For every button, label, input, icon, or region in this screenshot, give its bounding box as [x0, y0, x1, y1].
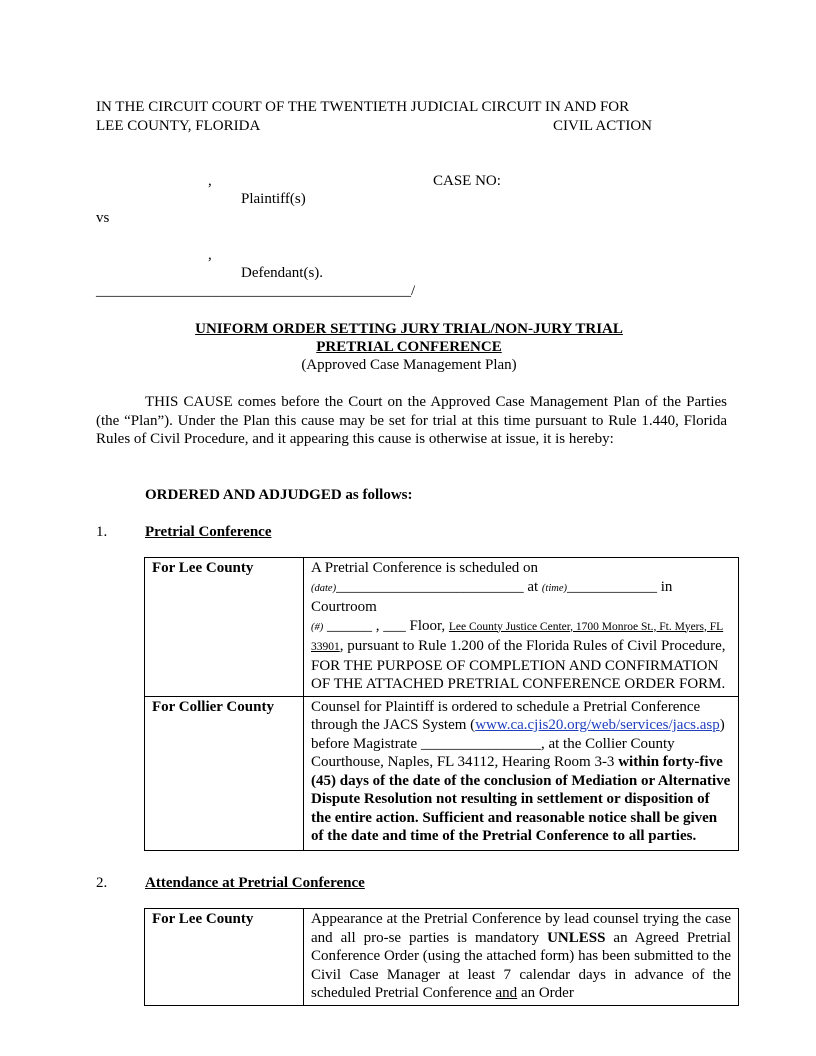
and-text: and [495, 985, 518, 1001]
jacs-link[interactable]: www.ca.cjis20.org/web/services/jacs.asp [475, 717, 720, 733]
ordered-adjudged: ORDERED AND ADJUDGED as follows: [145, 487, 413, 503]
collier-county-label: For Collier County [145, 696, 304, 850]
collier-bold-text: within forty-five (45) days of the date of the conclusion of Mediation or Alternative Dispute Resolution not resulting in settlement or disposition of the entire action. Sufficient and reasonable notice shall be given of the date and time of the Pretrial Conference to all parties. [311, 754, 731, 844]
lee-attendance-text [304, 909, 739, 1006]
at-text: at [523, 578, 542, 595]
attendance-text-c: an Order [517, 985, 574, 1001]
collier-text-a: Counsel for Plaintiff is ordered to schedule a Pretrial Conference through the JACS System ( [311, 698, 701, 733]
lee-pursuant-text: pursuant to Rule 1.200 of the Florida Rules of Civil Procedure, FOR THE PURPOSE OF COMPLETION AND CONFIRMATION OF THE ATTACHED PRETRIAL CONFERENCE ORDER FORM. [311, 638, 726, 692]
unless-text: UNLESS [547, 929, 606, 946]
table-row-lee-attendance [145, 909, 739, 1006]
order-title: UNIFORM ORDER SETTING JURY TRIAL/NON-JURY TRIAL [195, 321, 623, 337]
caption-rule: __________________________________________/ [96, 283, 416, 299]
lee-address: Lee County Justice Center, 1700 Monroe St., Ft. Myers, FL 33901 [311, 620, 724, 653]
plaintiff-comma: , [208, 173, 212, 189]
table-row-collier [145, 696, 739, 850]
collier-county-text [304, 696, 739, 850]
address-tail: , [339, 638, 344, 654]
attendance-text-b: an Agreed Pretrial Conference Order (using the attached form) has been submitted to the Civil Case Manager at least 7 calendar days in advance of the scheduled Pretrial Conference [311, 929, 731, 1001]
section1-number: 1. [96, 524, 108, 540]
plaintiff-label: Plaintiff(s) [241, 191, 306, 207]
lee-address-block [311, 617, 731, 694]
order-plan-note: (Approved Case Management Plan) [301, 357, 517, 373]
lee-line1: A Pretrial Conference is scheduled on [311, 560, 539, 576]
courtroom-number-blank[interactable]: ______ , ___ [323, 617, 410, 634]
lee-county-text [304, 558, 739, 697]
collier-text-b: ) before Magistrate ________________, at the Collier County Courthouse, Naples, FL 34112, Hearing Room 3-3 [311, 717, 725, 770]
date-label: (date) [311, 582, 337, 594]
court-header-county: LEE COUNTY, FLORIDA [96, 118, 261, 134]
section2-heading: Attendance at Pretrial Conference [145, 875, 365, 891]
defendant-comma: , [208, 247, 212, 263]
section2-number: 2. [96, 875, 108, 891]
defendant-label: Defendant(s). [241, 265, 324, 281]
case-number-label: CASE NO: [433, 173, 501, 189]
lee-county-attendance-label: For Lee County [145, 909, 304, 1006]
court-header-civil-action: CIVIL ACTION [553, 118, 653, 134]
table-row-lee [145, 558, 739, 697]
time-label: (time) [541, 582, 567, 594]
time-blank[interactable]: ____________ [566, 578, 657, 595]
attendance-table [144, 908, 739, 1006]
versus-label: vs [96, 210, 110, 226]
order-subtitle: PRETRIAL CONFERENCE [316, 339, 502, 355]
attendance-text-a: Appearance at the Pretrial Conference by lead counsel trying the case and all pro-se parties is mandatory [311, 911, 731, 946]
courtroom-text: in Courtroom [311, 578, 673, 615]
court-header-line1: IN THE CIRCUIT COURT OF THE TWENTIETH JUDICIAL CIRCUIT IN AND FOR [96, 99, 630, 115]
lee-date-time-line [311, 578, 731, 617]
floor-text: Floor, [409, 617, 449, 634]
courtroom-number-label: (#) [311, 621, 324, 633]
lee-county-label: For Lee County [145, 558, 304, 697]
section1-heading: Pretrial Conference [145, 524, 272, 540]
date-blank[interactable]: _________________________ [336, 578, 524, 595]
pretrial-conference-table [144, 557, 739, 851]
intro-paragraph: THIS CAUSE comes before the Court on the Approved Case Management Plan of the Parties (the “Plan”). Under the Plan this cause may be set for trial at this time pursuant to Rule 1.440, Florida Rules of Civil Procedure, and it appearing this cause is otherwise at issue, it is hereby: [96, 394, 727, 447]
